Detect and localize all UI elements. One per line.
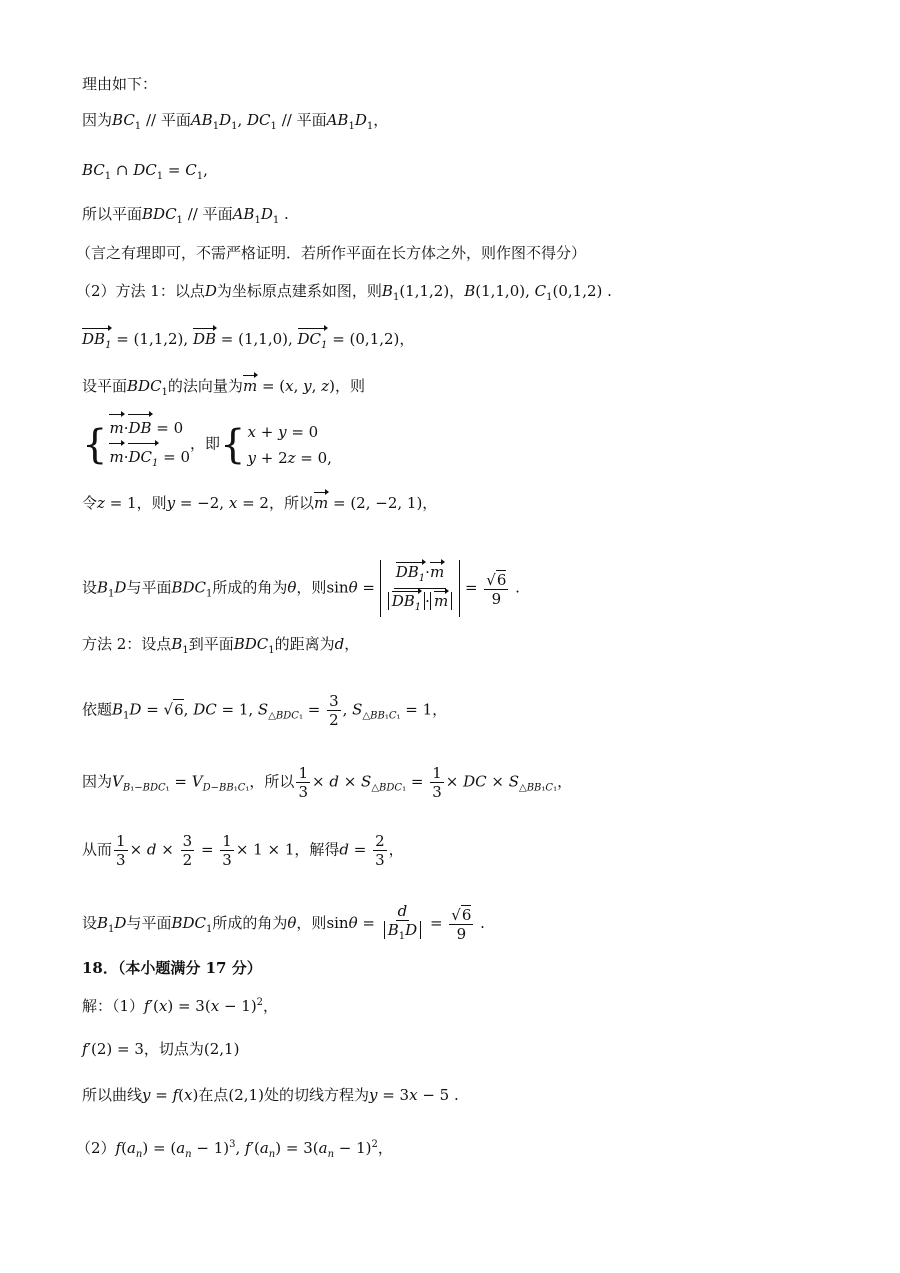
text-plane: 平面 xyxy=(202,205,233,223)
text-plane: 平面 xyxy=(160,111,191,129)
line-reason xyxy=(82,74,157,94)
text-tangent-pt: ，切点为 xyxy=(143,1040,204,1058)
text-method1: （2）方法 1：以点 xyxy=(76,282,205,300)
text-distance: 的距离为 xyxy=(274,635,335,653)
line-part2: $(2)f(a_n) = (a_n - 1)^3$, $f'(a_n) = 3(a_n - 1)^2$， xyxy=(76,1139,393,1160)
text-coord: 为坐标原点建系如图，则 xyxy=(216,282,382,300)
question-18-heading: 18．（本小题满分 17 分） xyxy=(82,959,262,977)
text-method2: 方法 2：设点 xyxy=(82,635,172,653)
text-so2: ，所以 xyxy=(249,772,295,791)
line-conclusion: 所以平面$BDC_1$ // 平面$AB_1D_1$ . xyxy=(82,205,289,226)
line-q18-heading xyxy=(82,958,262,978)
grading-note: （言之有理即可，不需严格证明．若所作平面在长方体之外，则作图不得分） xyxy=(76,244,587,262)
line-intersection: $BC_1$ ∩ $DC_1 = C_1$, xyxy=(82,161,208,182)
line-method1-setup: （2）方法 1：以点D为坐标原点建系如图，则$B_1(1,1,2)$，B(1,1,0), $C_1(0,1,2)$ . xyxy=(76,282,612,303)
line-volume: 因为$V_{B_1-BDC_1} = V_{D-BB_1C_1}$，所以 $\frac{1}{3}$ × $d \times S_{\triangle BDC_1}$ = $\frac{1}{3}$ × DC × $S_{\triangle BB_1C_1}$， xyxy=(82,764,573,801)
text-given: 依题 xyxy=(82,700,113,719)
line-normal-vector: 设平面$BDC_1$的法向量为m = (x, y, z)，则 xyxy=(82,373,365,403)
text-with-plane: 与平面 xyxy=(126,578,172,597)
line-vectors: $DB_1 = (1,1,2)$, DB = (1,1,0), $DC_1 = (0,1,2)$， xyxy=(82,326,414,356)
text-curve-c: 处的切线方程为 xyxy=(263,1086,369,1104)
line-grading-note xyxy=(76,243,586,263)
text-curve-b: 在点 xyxy=(198,1086,229,1104)
line-given: 依题$B_1D = √6$, DC = 1, $S_{\triangle BDC_1}$ = $\frac{3}{2}$ , $S_{\triangle BB_1C_1} = 1$， xyxy=(82,692,448,729)
text-set: 设 xyxy=(82,914,98,932)
text-part2: （2） xyxy=(76,1139,116,1157)
text-solve: ，解得 xyxy=(294,840,340,859)
text-then2: ，则 xyxy=(136,494,167,512)
text-let: 令 xyxy=(82,494,98,512)
line-parallel-premise: 因为$BC_1$ // 平面$AB_1D_1$, $DC_1$ // 平面$AB_1D_1$， xyxy=(82,111,389,132)
text-set: 设 xyxy=(82,578,98,597)
line-method2-setup: 方法 2：设点$B_1$到平面$BDC_1$的距离为d， xyxy=(82,635,360,656)
text-set-plane: 设平面 xyxy=(82,377,128,395)
line-sin-method1: 设$B_1D$与平面$BDC_1$所成的角为θ，则sinθ = $\frac{DB_1\cdot m}{DB_1 \cdot m}$ = $\frac{√6}{9}$ . xyxy=(82,560,520,617)
text-ie: ，即 xyxy=(190,434,221,453)
text-so: ，所以 xyxy=(268,494,314,512)
line-derivative: 解：$(1)f'(x) = 3(x - 1)^2$， xyxy=(82,997,279,1015)
text-then-sin: ，则 xyxy=(296,914,327,932)
text-normal: 的法向量为 xyxy=(167,377,243,395)
text-angle: 所成的角为 xyxy=(212,578,288,597)
line-system: { m·DB = 0 $m\cdot DC_1 = 0$，即{ x + y = 0 y + 2z = 0, xyxy=(82,412,332,477)
line-solve-d: 从而 $\frac{1}{3}$ × d × $\frac{3}{2}$ = $\frac{1}{3}$ × 1 × 1，解得d = $\frac{2}{3}$ ， xyxy=(82,832,404,869)
text-sol1: 解：（1） xyxy=(82,997,145,1015)
text-because: 因为 xyxy=(82,111,113,129)
text-plane: 平面 xyxy=(296,111,327,129)
line-solution-m: 令z = 1，则y = −2, x = 2，所以m = (2, −2, 1)， xyxy=(82,490,437,513)
text-so-plane: 所以平面 xyxy=(82,205,143,223)
text-curve-a: 所以曲线 xyxy=(82,1086,143,1104)
text-angle: 所成的角为 xyxy=(212,914,288,932)
text-then-sin: ，则 xyxy=(296,578,327,597)
text-because2: 因为 xyxy=(82,772,113,791)
text-then: ，则 xyxy=(334,377,365,395)
line-tangent-point: f′(2) = 3，切点为(2,1) xyxy=(82,1040,240,1058)
text-to-plane: 到平面 xyxy=(188,635,234,653)
line-tangent-equation: 所以曲线y = f(x)在点(2,1)处的切线方程为y = 3x − 5 . xyxy=(82,1086,459,1104)
text-reason: 理由如下： xyxy=(82,75,158,93)
line-sin-method2: 设$B_1D$与平面$BDC_1$所成的角为θ，则sinθ = $\frac{d}{B_1D}$ = $\frac{√6}{9}$ . xyxy=(82,902,485,943)
text-hence: 从而 xyxy=(82,840,113,859)
text-with-plane: 与平面 xyxy=(126,914,172,932)
